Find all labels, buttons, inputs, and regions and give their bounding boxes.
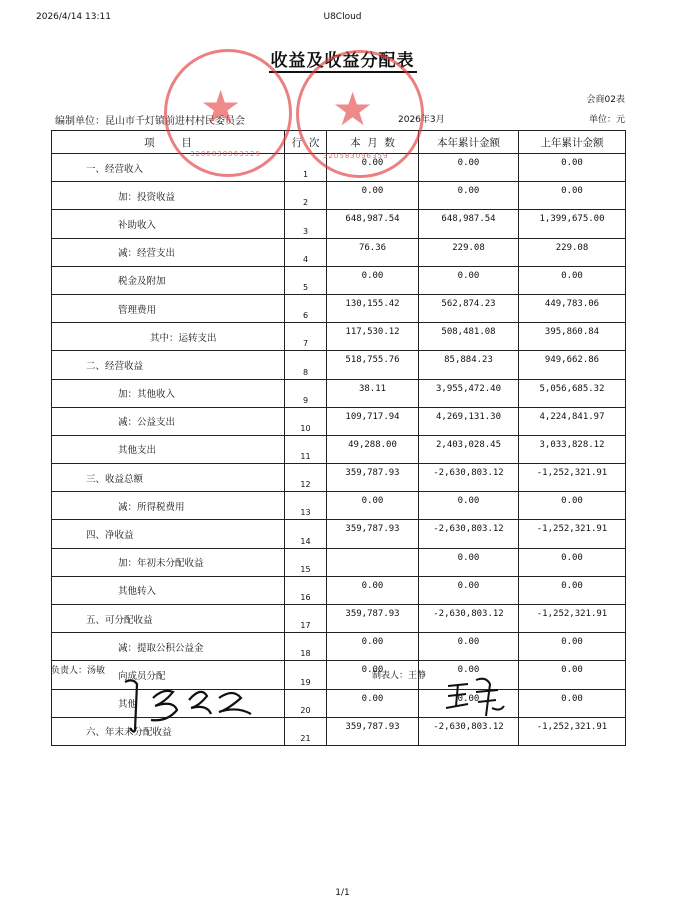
row-ytd-amount: 0.00: [419, 576, 519, 604]
row-number: 3: [285, 210, 327, 238]
row-prev-year-amount: 4,224,841.97: [519, 407, 626, 435]
col-header-current: 本 月 数: [327, 131, 419, 154]
row-item-label: 减：所得税费用: [52, 492, 285, 520]
row-current-amount: 0.00: [327, 633, 419, 661]
table-row: [52, 323, 626, 351]
table-row: [52, 266, 626, 294]
row-current-amount: 0.00: [327, 661, 419, 689]
row-ytd-amount: -2,630,803.12: [419, 520, 519, 548]
row-number: 17: [285, 605, 327, 633]
row-ytd-amount: 0.00: [419, 182, 519, 210]
row-prev-year-amount: 229.08: [519, 238, 626, 266]
table-row: [52, 435, 626, 463]
row-item-label: 加：投资收益: [52, 182, 285, 210]
table-row: [52, 548, 626, 576]
row-item-label: 一、经营收入: [52, 154, 285, 182]
table-row: [52, 351, 626, 379]
row-prev-year-amount: 395,860.84: [519, 323, 626, 351]
table-row: [52, 605, 626, 633]
row-prev-year-amount: 0.00: [519, 576, 626, 604]
row-item-label: 六、年末未分配收益: [52, 717, 285, 745]
row-number: 5: [285, 266, 327, 294]
row-current-amount: 359,787.93: [327, 464, 419, 492]
row-ytd-amount: 0.00: [419, 633, 519, 661]
row-prev-year-amount: 0.00: [519, 548, 626, 576]
row-number: 13: [285, 492, 327, 520]
row-prev-year-amount: 449,783.06: [519, 294, 626, 322]
row-current-amount: 518,755.76: [327, 351, 419, 379]
table-row: [52, 407, 626, 435]
row-item-label: 三、收益总额: [52, 464, 285, 492]
row-prev-year-amount: 0.00: [519, 182, 626, 210]
row-ytd-amount: 0.00: [419, 154, 519, 182]
row-number: 15: [285, 548, 327, 576]
print-date: 2026/4/14 13:11: [36, 12, 111, 22]
row-current-amount: 0.00: [327, 266, 419, 294]
row-item-label: 五、可分配收益: [52, 605, 285, 633]
row-ytd-amount: 85,884.23: [419, 351, 519, 379]
row-current-amount: 0.00: [327, 689, 419, 717]
row-item-label: 减：提取公积公益金: [52, 633, 285, 661]
seal-code-left: 3205830963329: [190, 150, 261, 158]
form-code: 会商02表: [586, 95, 625, 105]
row-current-amount: 49,288.00: [327, 435, 419, 463]
row-item-label: 加：年初未分配收益: [52, 548, 285, 576]
row-prev-year-amount: -1,252,321.91: [519, 520, 626, 548]
col-header-ytd: 本年累计金额: [419, 131, 519, 154]
row-item-label: 管理费用: [52, 294, 285, 322]
row-item-label: 其他支出: [52, 435, 285, 463]
row-ytd-amount: 3,955,472.40: [419, 379, 519, 407]
row-prev-year-amount: 949,662.86: [519, 351, 626, 379]
row-item-label: 减：经营支出: [52, 238, 285, 266]
row-prev-year-amount: 0.00: [519, 492, 626, 520]
row-number: 1: [285, 154, 327, 182]
row-prev-year-amount: 3,033,828.12: [519, 435, 626, 463]
row-number: 6: [285, 294, 327, 322]
table-row: [52, 238, 626, 266]
row-current-amount: 0.00: [327, 182, 419, 210]
row-current-amount: 109,717.94: [327, 407, 419, 435]
row-prev-year-amount: 1,399,675.00: [519, 210, 626, 238]
row-number: 12: [285, 464, 327, 492]
row-number: 19: [285, 661, 327, 689]
row-number: 16: [285, 576, 327, 604]
row-prev-year-amount: 0.00: [519, 154, 626, 182]
row-item-label: 二、经营收益: [52, 351, 285, 379]
row-ytd-amount: 2,403,028.45: [419, 435, 519, 463]
row-number: 14: [285, 520, 327, 548]
col-header-prev-year: 上年累计金额: [519, 131, 626, 154]
row-ytd-amount: 4,269,131.30: [419, 407, 519, 435]
currency-unit: 单位：元: [588, 115, 625, 125]
row-item-label: 其他: [52, 689, 285, 717]
row-ytd-amount: 0.00: [419, 548, 519, 576]
row-ytd-amount: 0.00: [419, 266, 519, 294]
report-period: 2026年3月: [398, 115, 445, 125]
row-number: 4: [285, 238, 327, 266]
row-current-amount: [327, 548, 419, 576]
row-prev-year-amount: 0.00: [519, 689, 626, 717]
preparer: 制表人：王静: [372, 671, 427, 681]
signature-responsible: [115, 670, 275, 740]
row-prev-year-amount: -1,252,321.91: [519, 605, 626, 633]
row-item-label: 补助收入: [52, 210, 285, 238]
table-row: [52, 520, 626, 548]
table-row: [52, 182, 626, 210]
col-header-item: 项 目: [52, 131, 285, 154]
row-current-amount: 130,155.42: [327, 294, 419, 322]
row-current-amount: 117,530.12: [327, 323, 419, 351]
income-distribution-table: [51, 130, 626, 746]
row-current-amount: 76.36: [327, 238, 419, 266]
preparing-unit: 编制单位：昆山市千灯镇前进村村民委员会: [55, 116, 245, 127]
signature-preparer: [442, 672, 512, 722]
seal-star-icon: ★: [200, 80, 242, 134]
row-prev-year-amount: 0.00: [519, 633, 626, 661]
row-item-label: 四、净收益: [52, 520, 285, 548]
col-header-row-no: 行 次: [285, 131, 327, 154]
row-ytd-amount: -2,630,803.12: [419, 717, 519, 745]
row-number: 7: [285, 323, 327, 351]
row-ytd-amount: -2,630,803.12: [419, 605, 519, 633]
row-number: 8: [285, 351, 327, 379]
row-ytd-amount: 0.00: [419, 689, 519, 717]
row-number: 2: [285, 182, 327, 210]
row-item-label: 其中：运转支出: [52, 323, 285, 351]
row-ytd-amount: 229.08: [419, 238, 519, 266]
row-current-amount: 38.11: [327, 379, 419, 407]
table-row: [52, 210, 626, 238]
row-current-amount: 359,787.93: [327, 520, 419, 548]
row-ytd-amount: -2,630,803.12: [419, 464, 519, 492]
table-row: [52, 379, 626, 407]
table-row: [52, 492, 626, 520]
row-item-label: 税金及附加: [52, 266, 285, 294]
row-current-amount: 0.00: [327, 576, 419, 604]
row-number: 20: [285, 689, 327, 717]
row-prev-year-amount: 0.00: [519, 266, 626, 294]
report-title-text: 收益及收益分配表: [270, 51, 415, 71]
row-prev-year-amount: -1,252,321.91: [519, 464, 626, 492]
print-app-name: U8Cloud: [323, 12, 362, 22]
row-current-amount: 359,787.93: [327, 717, 419, 745]
table-row: [52, 633, 626, 661]
row-item-label: 减：公益支出: [52, 407, 285, 435]
row-ytd-amount: 0.00: [419, 492, 519, 520]
row-item-label: 其他转入: [52, 576, 285, 604]
row-item-label: 向成员分配: [52, 661, 285, 689]
row-item-label: 加：其他收入: [52, 379, 285, 407]
row-ytd-amount: 508,481.08: [419, 323, 519, 351]
table-row: [52, 464, 626, 492]
page-number: 1/1: [335, 888, 350, 898]
row-number: 10: [285, 407, 327, 435]
row-number: 9: [285, 379, 327, 407]
row-number: 21: [285, 717, 327, 745]
row-ytd-amount: 562,874.23: [419, 294, 519, 322]
seal-code-right: 320583096359: [323, 152, 389, 160]
row-ytd-amount: 0.00: [419, 661, 519, 689]
table-row: [52, 576, 626, 604]
row-number: 11: [285, 435, 327, 463]
row-number: 18: [285, 633, 327, 661]
responsible-person: 负责人：汤敏: [51, 666, 106, 676]
row-prev-year-amount: 0.00: [519, 661, 626, 689]
row-prev-year-amount: -1,252,321.91: [519, 717, 626, 745]
seal-star-icon: ★: [332, 82, 374, 136]
table-row: [52, 294, 626, 322]
row-prev-year-amount: 5,056,685.32: [519, 379, 626, 407]
row-ytd-amount: 648,987.54: [419, 210, 519, 238]
row-current-amount: 359,787.93: [327, 605, 419, 633]
row-current-amount: 648,987.54: [327, 210, 419, 238]
row-current-amount: 0.00: [327, 492, 419, 520]
row-current-amount: 0.00: [327, 154, 419, 182]
